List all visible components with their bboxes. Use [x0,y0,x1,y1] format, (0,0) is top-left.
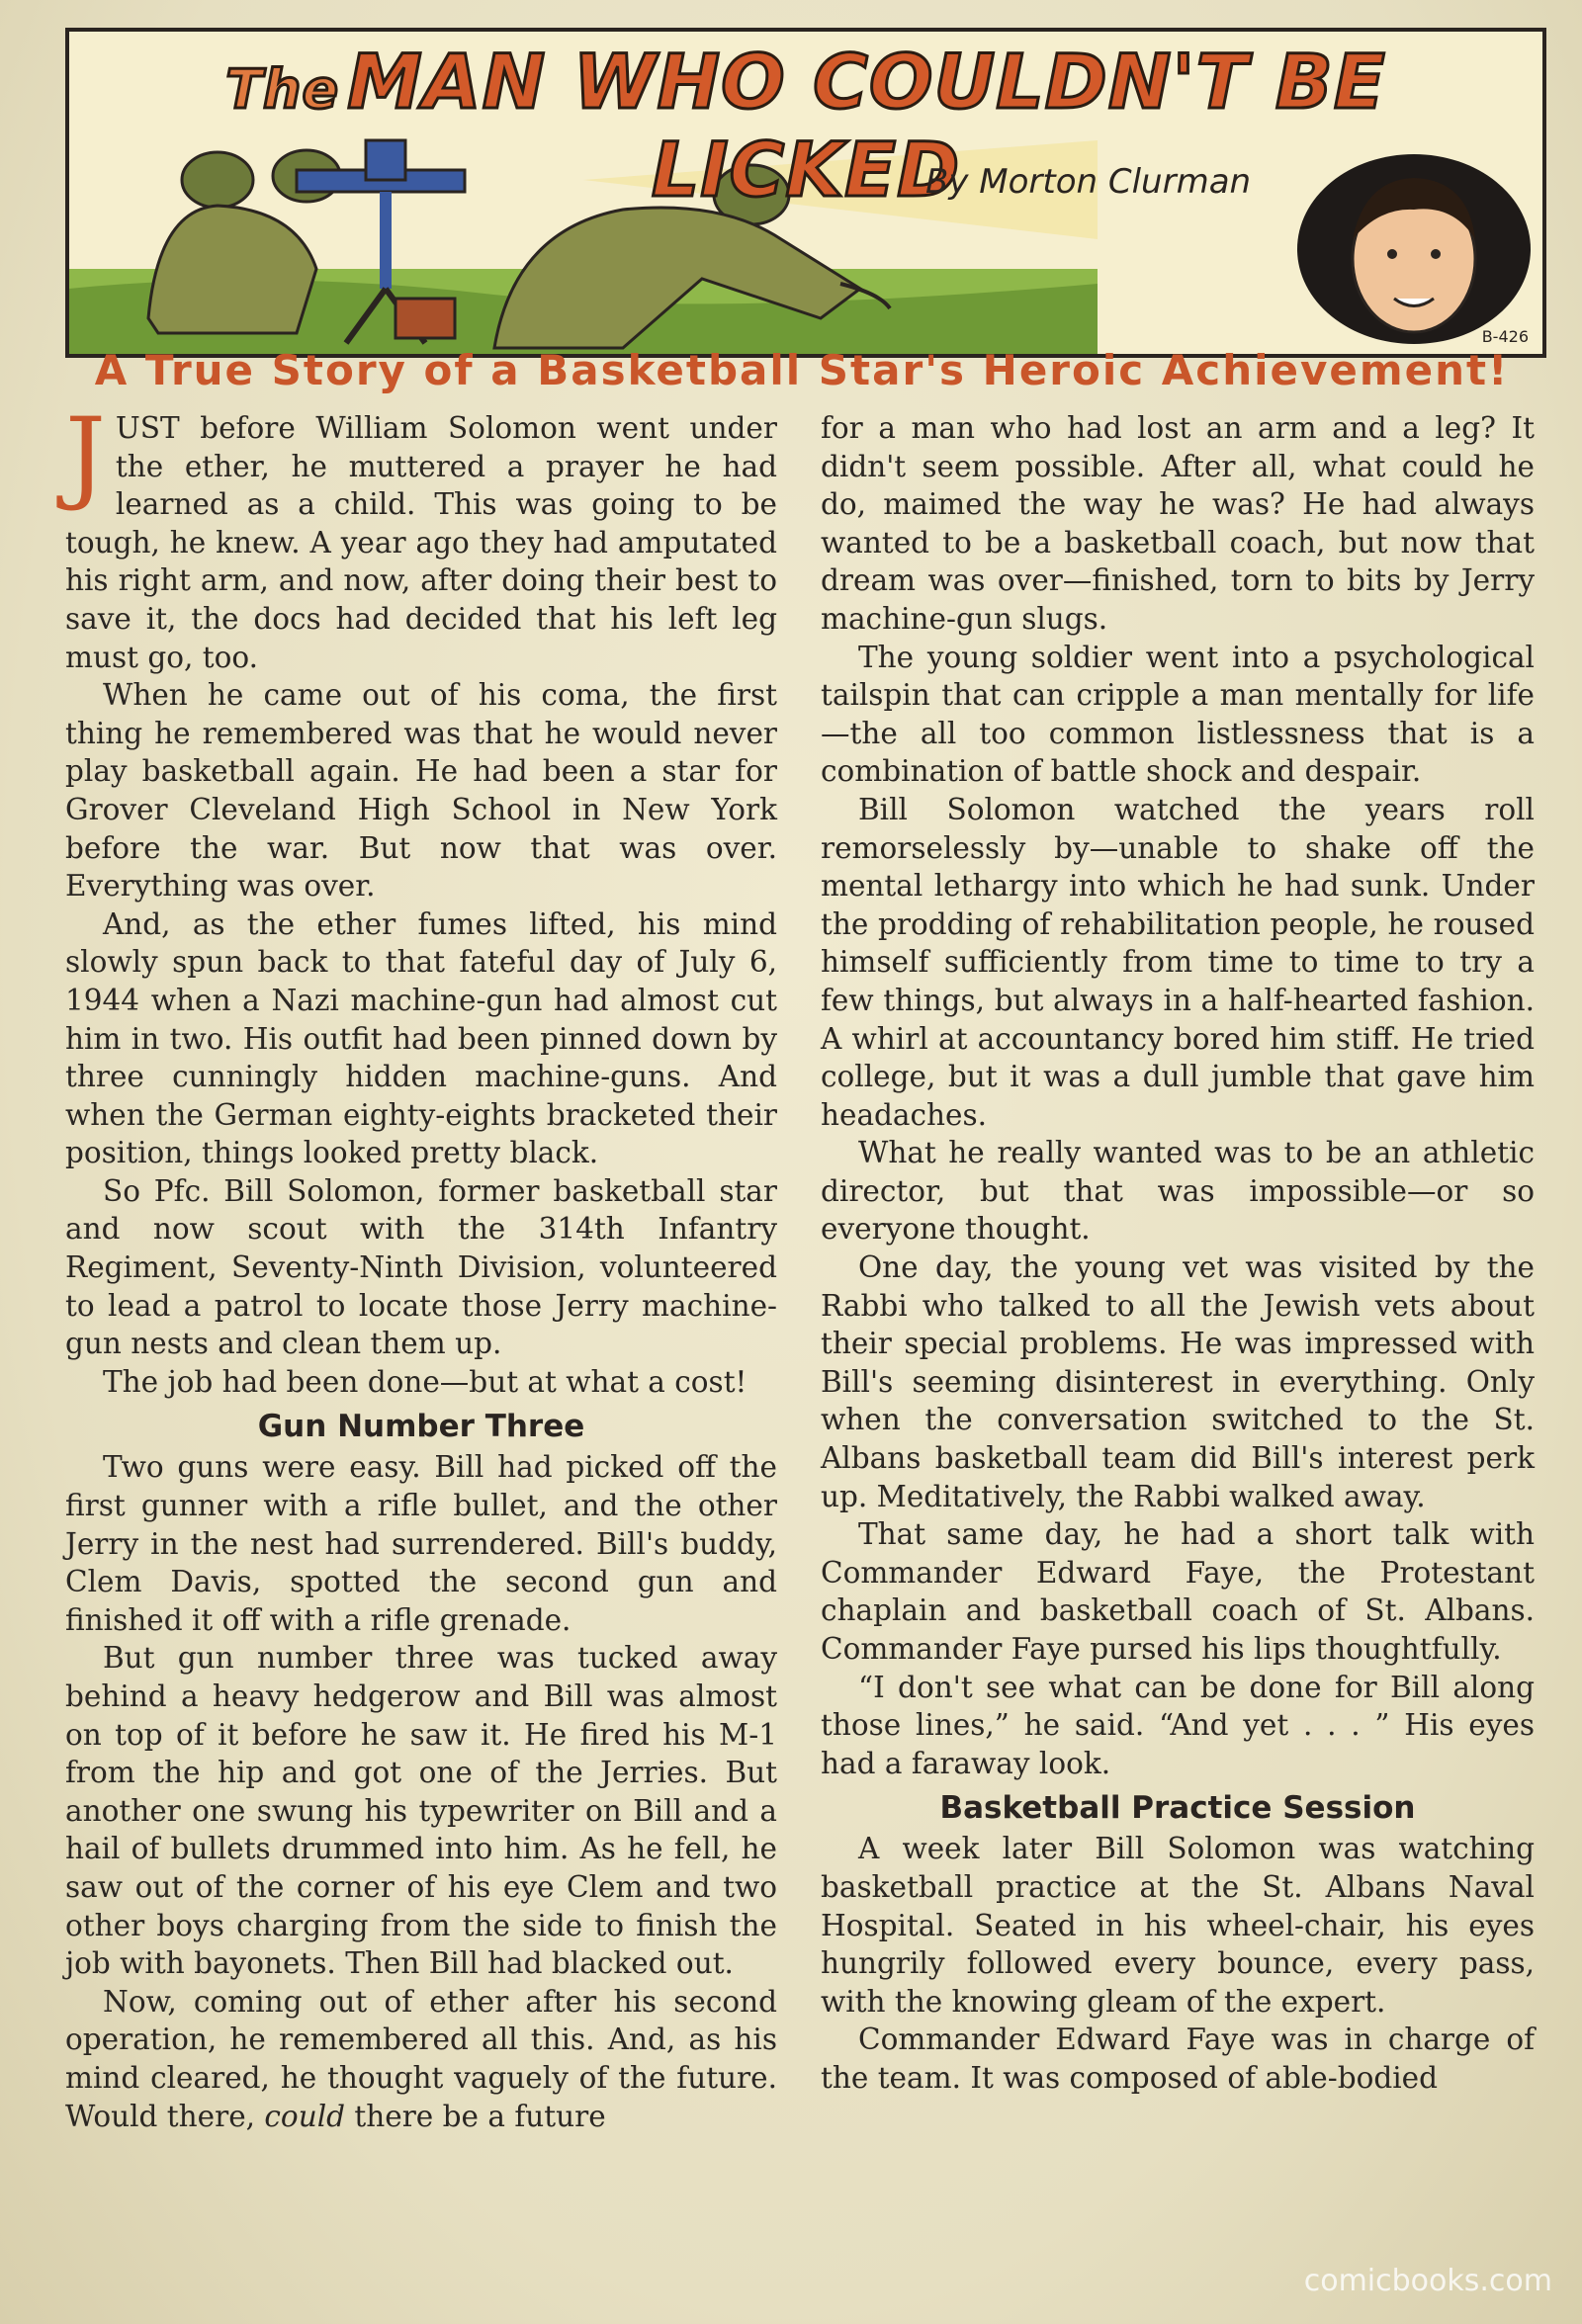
paragraph: for a man who had lost an arm and a leg? It didn't seem possible. After all, what could he do, maimed the way he was? He had always wanted to be a basketball coach, but now that dream was over—finished, torn to bits by Jerry machine-gun slugs. [821,411,1535,636]
section-heading: Basketball Practice Session [939,1790,1416,1827]
right-column [821,409,1535,2098]
paragraph: One day, the young vet was visited by the Rabbi who talked to all the Jewish vets about their special problems. He was impressed with Bill's seeming disinterest in everything. Only when the conversation switched to the St. Albans basketball team did Bill's interest perk up. Meditatively, the Rabbi walked away. [821,1250,1535,1513]
page-code: B-426 [1481,327,1529,346]
watermark: comicbooks.com [1303,2264,1552,2298]
paragraph-text: there be a future [345,2099,606,2133]
section-heading: Gun Number Three [257,1409,585,1445]
paragraph: A week later Bill Solomon was watching basketball practice at the St. Albans Naval Hospital. Seated in his wheel-chair, his eyes hungrily followed every bounce, every pass, with the knowing gleam of the expert. [821,1832,1535,2019]
paragraph: That same day, he had a short talk with Commander Edward Faye, the Protestant chaplain and basketball coach of St. Albans. Commander Faye pursed his lips thoughtfully. [821,1517,1535,1666]
paragraph: But gun number three was tucked away behind a heavy hedgerow and Bill was almost on top of it before he saw it. He fired his M-1 from the hip and got one of the Jerries. But another one swung his typewriter on Bill and a hail of bullets drummed into him. As he fell, he saw out of the corner of his eye Clem and two other boys charging from the side to finish the job with bayonets. Then Bill had blacked out. [65,1641,777,1981]
story-subtitle: A True Story of a Basketball Star's Heroic Achievement! [94,346,1510,394]
paragraph-text: Now, coming out of ether after his second operation, he remembered all this. And, as his mind cleared, he thought vaguely of the future. Would there, [65,1984,777,2133]
paragraph-text: UST before William Solomon went under the ether, he muttered a prayer he had learned as a child. This was going to be tough, he knew. A year ago they had amputated his right arm, and now, after doing their best to save it, the docs had decided that his left leg must go, too. [65,411,777,674]
paragraph: What he really wanted was to be an athletic director, but that was impossible—or so everyone thought. [821,1136,1535,1247]
paragraph: And, as the ether fumes lifted, his mind slowly spun back to that fateful day of July 6, 1944 when a Nazi machine-gun had almost cut him in two. His outfit had been pinned down by three cunningly hidden machine-guns. And when the German eighty-eights bracketed their position, things looked pretty black. [65,906,777,1170]
drop-cap: J [65,396,106,514]
byline: By Morton Clurman [925,162,1252,202]
title-main: MAN WHO COULDN'T BE LICKED [347,38,1386,214]
paragraph: “I don't see what can be done for Bill along those lines,” he said. “And yet . . . ” His eyes had a faraway look. [821,1670,1535,1780]
paragraph: Commander Edward Faye was in charge of the team. It was composed of able-bodied [821,2023,1535,2095]
paragraph: Bill Solomon watched the years roll remorselessly by—unable to shake off the mental lethargy into which he had sunk. Under the prodding of rehabilitation people, he roused himself sufficiently from time to time to try a few things, but always in a half-hearted fashion. A whirl at accountancy bored him stiff. He tried college, but it was a dull jumble that gave him headaches. [821,792,1535,1132]
paragraph: The young soldier went into a psychological tailspin that can cripple a man mentally for life—the all too common listlessness that is a combination of battle shock and despair. [821,640,1535,789]
title-prefix: The [225,58,340,121]
title-banner [65,28,1546,358]
left-column [65,396,777,2135]
paragraph: The job had been done—but at what a cost! [103,1364,747,1399]
emphasis-text: could [264,2099,346,2133]
paragraph [65,396,777,676]
paragraph [65,1983,777,2135]
portrait-illustration [1295,150,1533,348]
paragraph: So Pfc. Bill Solomon, former basketball star and now scout with the 314th Infantry Regiment, Seventy-Ninth Division, volunteered to lead a patrol to locate those Jerry machine-gun nests and clean them up. [65,1173,777,1361]
paragraph: Two guns were easy. Bill had picked off the first gunner with a rifle bullet, and the other Jerry in the nest had surrendered. Bill's buddy, Clem Davis, spotted the second gun and finished it off with a rifle grenade. [65,1450,777,1637]
paragraph: When he came out of his coma, the first thing he remembered was that he would never play basketball again. He had been a star for Grover Cleveland High School in New York before the war. But now that was over. Everything was over. [65,678,777,904]
